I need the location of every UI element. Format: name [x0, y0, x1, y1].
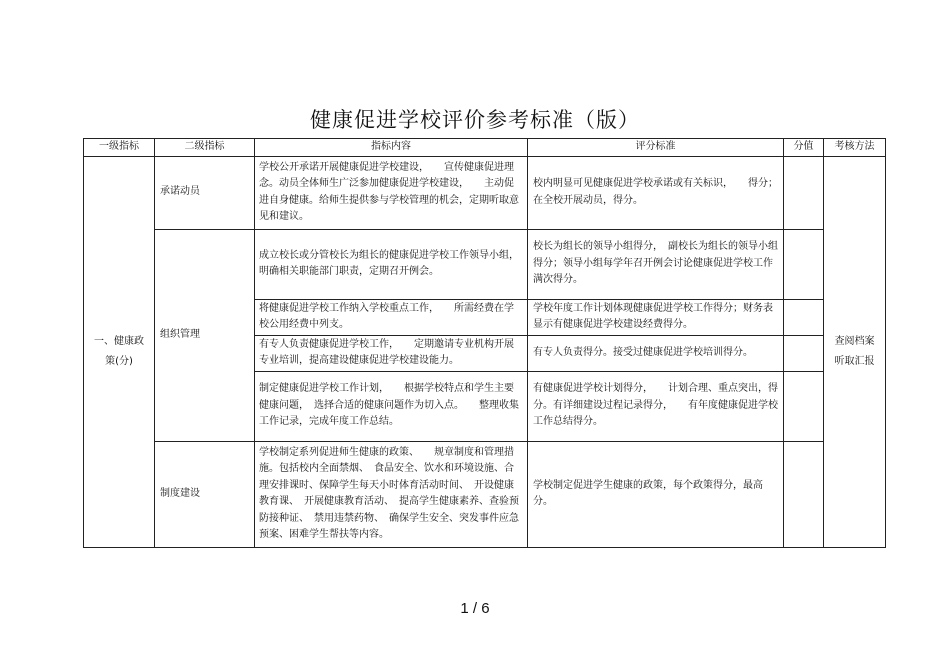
- header-method: 考核方法: [824, 139, 886, 157]
- evaluation-table: [83, 138, 886, 548]
- content-cell: 制定健康促进学校工作计划， 根据学校特点和学生主要健康问题， 选择合适的健康问题作为切入点。 整理收集工作记录，完成年度工作总结。: [255, 371, 528, 441]
- content-cell: 学校制定系列促进师生健康的政策、 规章制度和管理措施。包括校内全面禁烟、 食品安全、饮水和环境设施、合理安排课时、保障学生每天小时体育活动时间、 开设健康教育课、 开展健康教育活动、 提高学生健康素养、查验预防接种证、 禁用违禁药物、 确保学生安全、突发事件应急预案、困难学生帮扶等内容。: [255, 441, 528, 547]
- page-number: 1 / 6: [460, 600, 490, 617]
- criteria-cell: 校长为组长的领导小组得分， 副校长为组长的领导小组得分；领导小组每学年召开例会讨论健康促进学校工作满次得分。: [528, 229, 784, 299]
- content-cell: 成立校长或分管校长为组长的健康促进学校工作领导小组，明确相关职能部门职责，定期召开例会。: [255, 229, 528, 299]
- score-cell: [784, 156, 824, 229]
- score-cell: [784, 441, 824, 547]
- score-cell: [784, 229, 824, 299]
- level1-cell: [84, 156, 155, 547]
- header-score: 分值: [784, 139, 824, 157]
- header-content: 指标内容: [255, 139, 528, 157]
- table-row: [84, 229, 886, 299]
- criteria-cell: [528, 441, 784, 547]
- method-label: 查阅档案听取汇报: [834, 335, 875, 367]
- criteria-cell: 有专人负责得分。接受过健康促进学校培训得分。: [528, 335, 784, 371]
- level1-label: 一、健康政策(分): [94, 335, 144, 367]
- header-level1: 一级指标: [84, 139, 155, 157]
- content-cell: 有专人负责健康促进学校工作， 定期邀请专业机构开展专业培训，提高建设健康促进学校建设能力。: [255, 335, 528, 371]
- criteria-text: 学校制定促进学生健康的政策，每个政策得分，最高分。: [533, 479, 763, 507]
- table-header-row: [84, 139, 886, 157]
- level2-cell: 组织管理: [155, 229, 255, 441]
- content-cell: 将健康促进学校工作纳入学校重点工作， 所需经费在学校公用经费中列支。: [255, 299, 528, 335]
- criteria-cell: 校内明显可见健康促进学校承诺或有关标识， 得分；在全校开展动员，得分。: [528, 156, 784, 229]
- level2-cell: 承诺动员: [155, 156, 255, 229]
- level2-cell: 制度建设: [155, 441, 255, 547]
- score-cell: [784, 371, 824, 441]
- score-cell: [784, 299, 824, 335]
- criteria-cell: 学校年度工作计划体现健康促进学校工作得分；财务表显示有健康促进学校建设经费得分。: [528, 299, 784, 335]
- content-cell: 学校公开承诺开展健康促进学校建设， 宣传健康促进理念。动员全体师生广泛参加健康促进学校建设， 主动促进自身健康。给师生提供参与学校管理的机会，定期听取意见和建议。: [255, 156, 528, 229]
- table-row: [84, 441, 886, 547]
- header-criteria: 评分标准: [528, 139, 784, 157]
- document-title: 健康促进学校评价参考标准（版）: [310, 108, 640, 132]
- score-cell: [784, 335, 824, 371]
- criteria-cell: 有健康促进学校计划得分， 计划合理、重点突出，得分。有详细建设过程记录得分， 有年度健康促进学校工作总结得分。: [528, 371, 784, 441]
- table-row: [84, 156, 886, 229]
- method-cell: [824, 156, 886, 547]
- header-level2: 二级指标: [155, 139, 255, 157]
